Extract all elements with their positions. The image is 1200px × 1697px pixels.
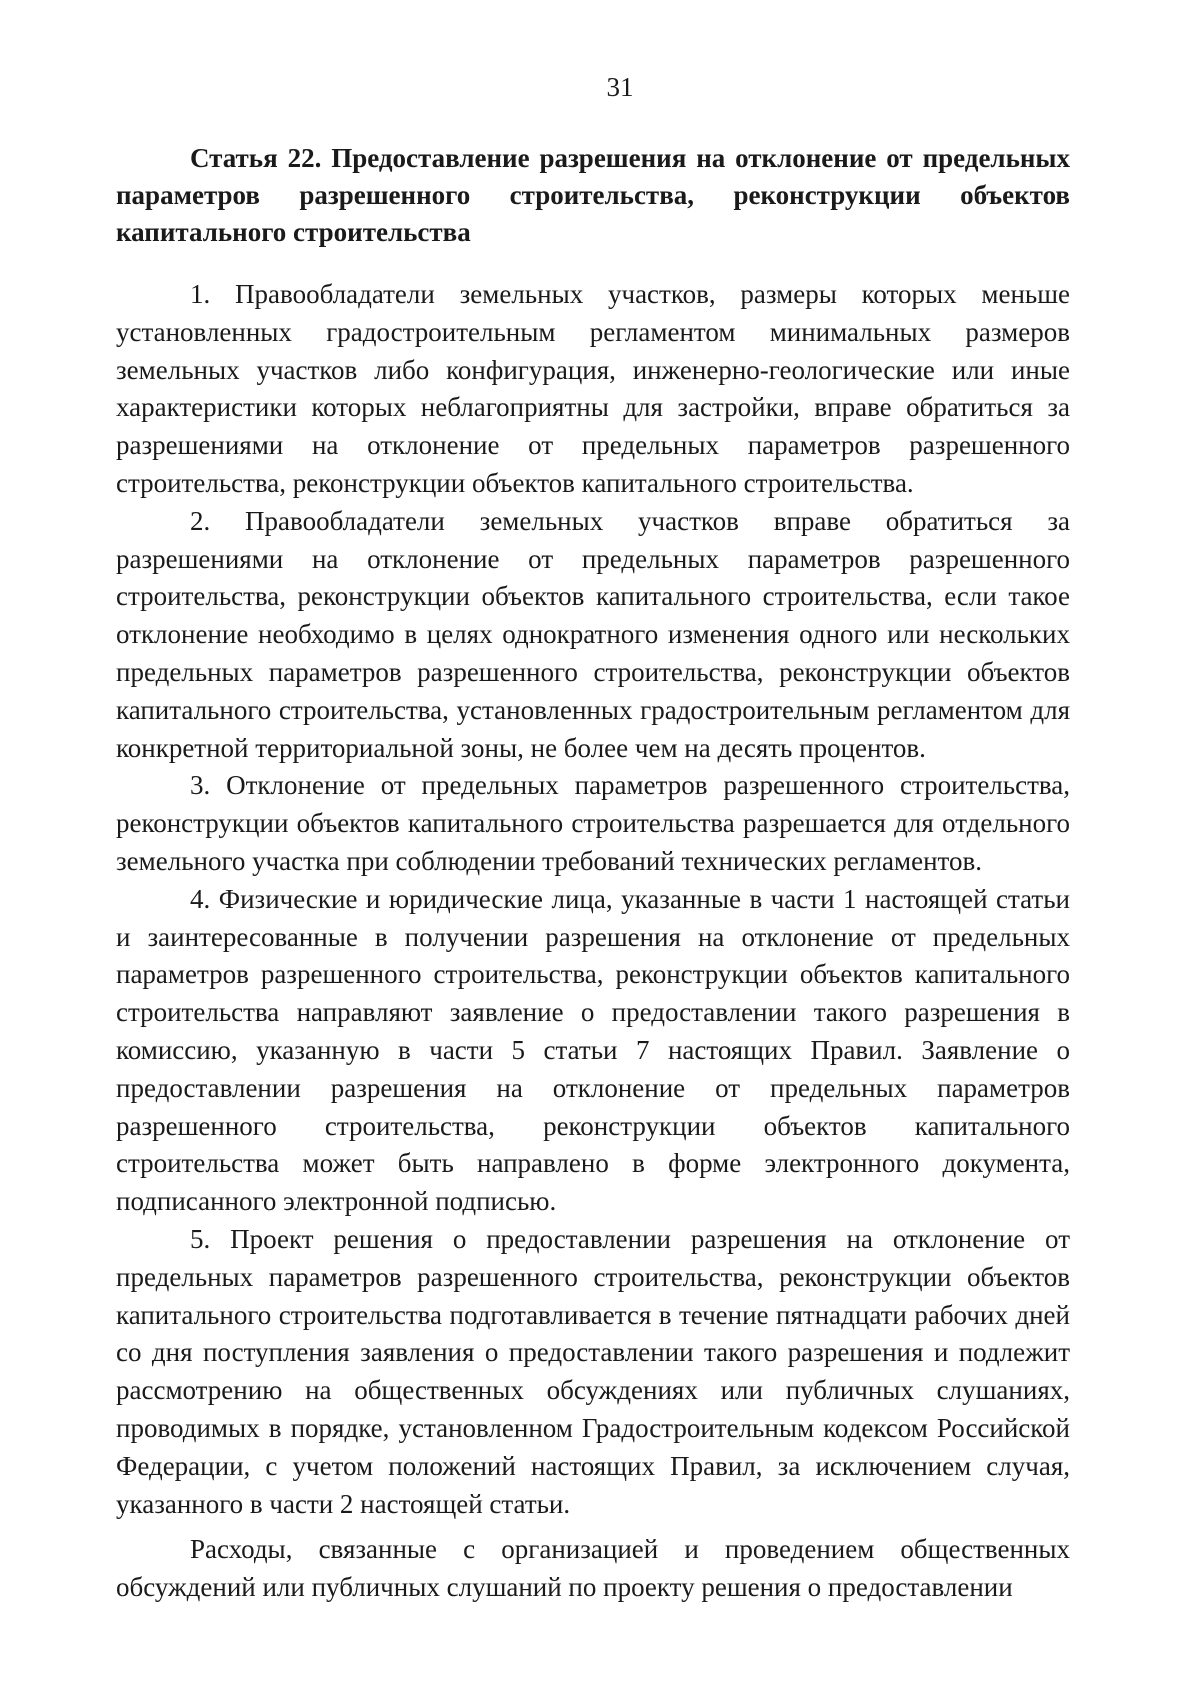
paragraph-2: 2. Правообладатели земельных участков вправе обратиться за разрешениями на отклонение от предельных параметров разрешенного строительства, реконструкции объектов капитального строительства, если такое отклонение необходимо в целях однократного изменения одного или нескольких предельных параметров разрешенного строительства, реконструкции объектов капитального строительства, установленных градостроительным регламентом для конкретной территориальной зоны, не более чем на десять процентов. bbox=[116, 505, 1070, 763]
paragraph-3: 3. Отклонение от предельных параметров разрешенного строительства, реконструкции объектов капитального строительства разрешается для отдельного земельного участка при соблюдении требований технических регламентов. bbox=[116, 770, 1070, 876]
paragraph-6: Расходы, связанные с организацией и проведением общественных обсуждений или публичных слушаний по проекту решения о предоставлении bbox=[116, 1534, 1070, 1603]
paragraph-4: 4. Физические и юридические лица, указанные в части 1 настоящей статьи и заинтересованные в получении разрешения на отклонение от предельных параметров разрешенного строительства, реконструкции объектов капитального строительства направляют заявление о предоставлении такого разрешения в комиссию, указанную в части 5 статьи 7 настоящих Правил. Заявление о предоставлении разрешения на отклонение от предельных параметров разрешенного строительства, реконструкции объектов капитального строительства может быть направлено в форме электронного документа, подписанного электронной подписью. bbox=[116, 883, 1070, 1217]
page-number: 31 bbox=[606, 72, 634, 102]
paragraph-5: 5. Проект решения о предоставлении разрешения на отклонение от предельных параметров разрешенного строительства, реконструкции объектов капитального строительства подготавливается в течение пятнадцати рабочих дней со дня поступления заявления о предоставлении такого разрешения и подлежит рассмотрению на общественных обсуждениях или публичных слушаниях, проводимых в порядке, установленном Градостроительным кодексом Российской Федерации, с учетом положений настоящих Правил, за исключением случая, указанного в части 2 настоящей статьи. bbox=[116, 1223, 1070, 1519]
article-title: Статья 22. Предоставление разрешения на отклонение от предельных параметров разрешенного строительства, реконструкции объектов капитального строительства bbox=[116, 143, 1070, 247]
paragraph-1: 1. Правообладатели земельных участков, размеры которых меньше установленных градостроительным регламентом минимальных размеров земельных участков либо конфигурация, инженерно-геологические или иные характеристики которых неблагоприятны для застройки, вправе обратиться за разрешениями на отклонение от предельных параметров разрешенного строительства, реконструкции объектов капитального строительства. bbox=[116, 279, 1070, 498]
article-body bbox=[116, 276, 1070, 1607]
